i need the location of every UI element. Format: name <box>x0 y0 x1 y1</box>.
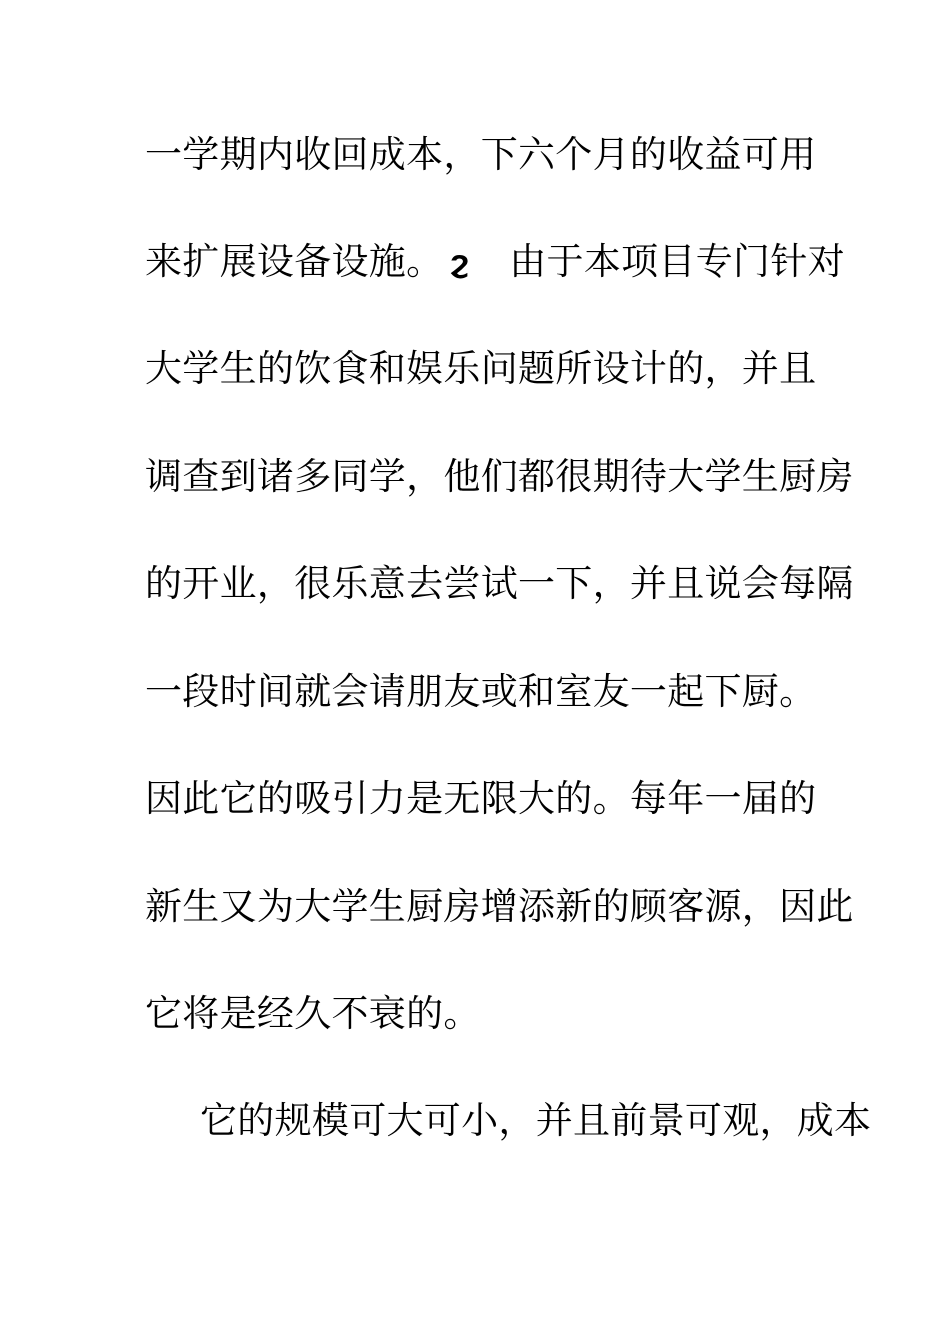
paragraph-line: 因此它的吸引力是无限大的。每年一届的 <box>145 777 817 820</box>
paragraph-line: 大学生的饮食和娱乐问题所设计的，并且 <box>145 347 817 390</box>
paragraph-line: 调查到诸多同学，他们都很期待大学生厨房 <box>145 455 854 498</box>
paragraph-text: 来扩展设备设施。 <box>145 240 444 283</box>
paragraph-line: 一学期内收回成本，下六个月的收益可用 <box>145 133 817 176</box>
paragraph-line-indented: 它的规模可大可小，并且前景可观，成本 <box>200 1099 872 1142</box>
paragraph-line: 的开业，很乐意去尝试一下，并且说会每隔 <box>145 562 854 605</box>
paragraph-line: 它将是经久不衰的。 <box>145 992 481 1035</box>
paragraph-line: 一段时间就会请朋友或和室友一起下厨。 <box>145 670 817 713</box>
paragraph-line <box>145 240 845 284</box>
bullet-icon: ϩ <box>449 245 470 280</box>
paragraph-text: 由于本项目专门针对 <box>509 240 845 283</box>
paragraph-line: 新生又为大学生厨房增添新的顾客源，因此 <box>145 885 854 928</box>
